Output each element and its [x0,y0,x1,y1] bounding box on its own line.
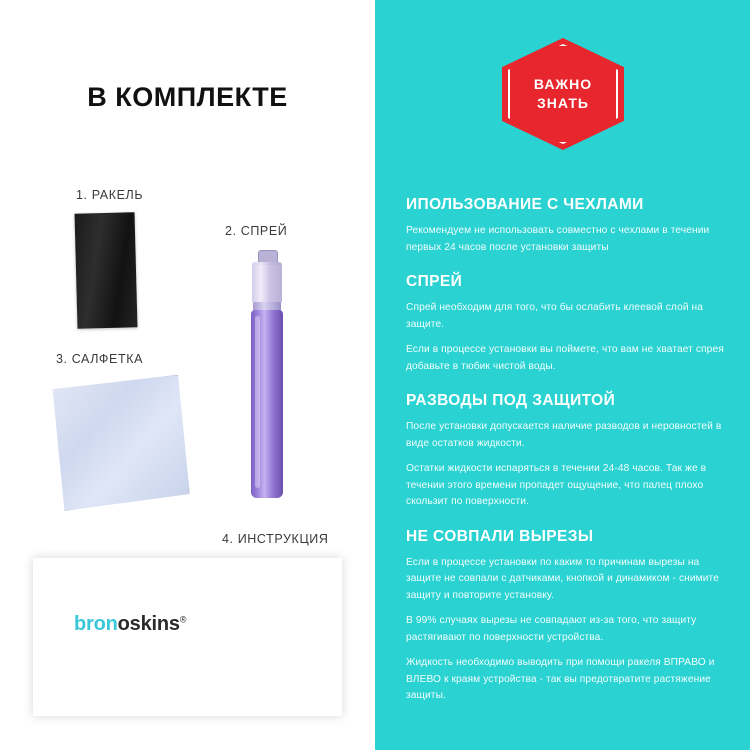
badge-line-1: ВАЖНО [533,76,593,93]
important-badge [502,38,624,150]
info-section [406,392,726,511]
item-label-instruction: 4. ИНСТРУКЦИЯ [222,532,329,546]
section-paragraph: Остатки жидкости испаряться в течении 24-48 часов. Так же в течении этого времени пропадет ощущение, что палец плохо скользит по поверхности. [406,463,707,508]
section-paragraph: Если в процессе установки вы поймете, что вам не хватает спрея добавьте в тюбик чистой воды. [406,344,724,372]
page-title: В КОМПЛЕКТЕ [87,82,288,112]
section-title: ИПОЛЬЗОВАНИЕ С ЧЕХЛАМИ [406,196,644,213]
spray-body-part [251,310,283,498]
spray-cap-part [252,262,282,304]
badge-text [502,38,624,150]
instruction-card-icon [33,558,342,716]
section-paragraph: Жидкость необходимо выводить при помощи ракеля ВПРАВО и ВЛЕВО к краям устройства - так вы предотвратите растяжение защиты. [406,657,715,702]
info-section [406,273,726,375]
section-title: РАЗВОДЫ ПОД ЗАЩИТОЙ [406,392,616,410]
brand-logo-registered-mark: ® [179,614,187,625]
item-label-cloth: 3. САЛФЕТКА [56,352,144,366]
item-label-squeegee: 1. РАКЕЛЬ [76,188,144,202]
section-paragraph: После установки допускается наличие разводов и неровностей в виде остатков жидкости. [406,421,722,449]
info-section [406,196,726,256]
section-paragraph: Если в процессе установки по каким то причинам вырезы на защите не совпали с датчиками, кнопкой и динамиком - снимите защиту и повторите установку. [406,556,719,601]
cloth-icon [47,375,191,512]
section-title: НЕ СОВПАЛИ ВЫРЕЗЫ [406,527,594,545]
section-paragraph: Рекомендуем не использовать совместно с чехлами в течении первых 24 часов после установки защиты [406,225,710,253]
info-sections [406,196,726,718]
section-paragraph: В 99% случаях вырезы не совпадают из-за того, что защиту растягивают по поверхности устройства. [406,615,697,643]
brand-logo-part-2: oskins [117,613,180,635]
spray-bottle-icon [245,250,291,500]
section-title: СПРЕЙ [406,273,463,291]
item-label-spray: 2. СПРЕЙ [225,224,288,238]
brand-logo [74,613,186,636]
brand-logo-part-1: bron [74,613,118,635]
important-info-panel [375,0,750,750]
section-paragraph: Спрей необходим для того, что бы ослабить клеевой слой на защите. [406,302,704,330]
badge-line-2: ЗНАТЬ [537,95,589,111]
info-section [406,528,726,705]
squeegee-icon [75,212,138,329]
